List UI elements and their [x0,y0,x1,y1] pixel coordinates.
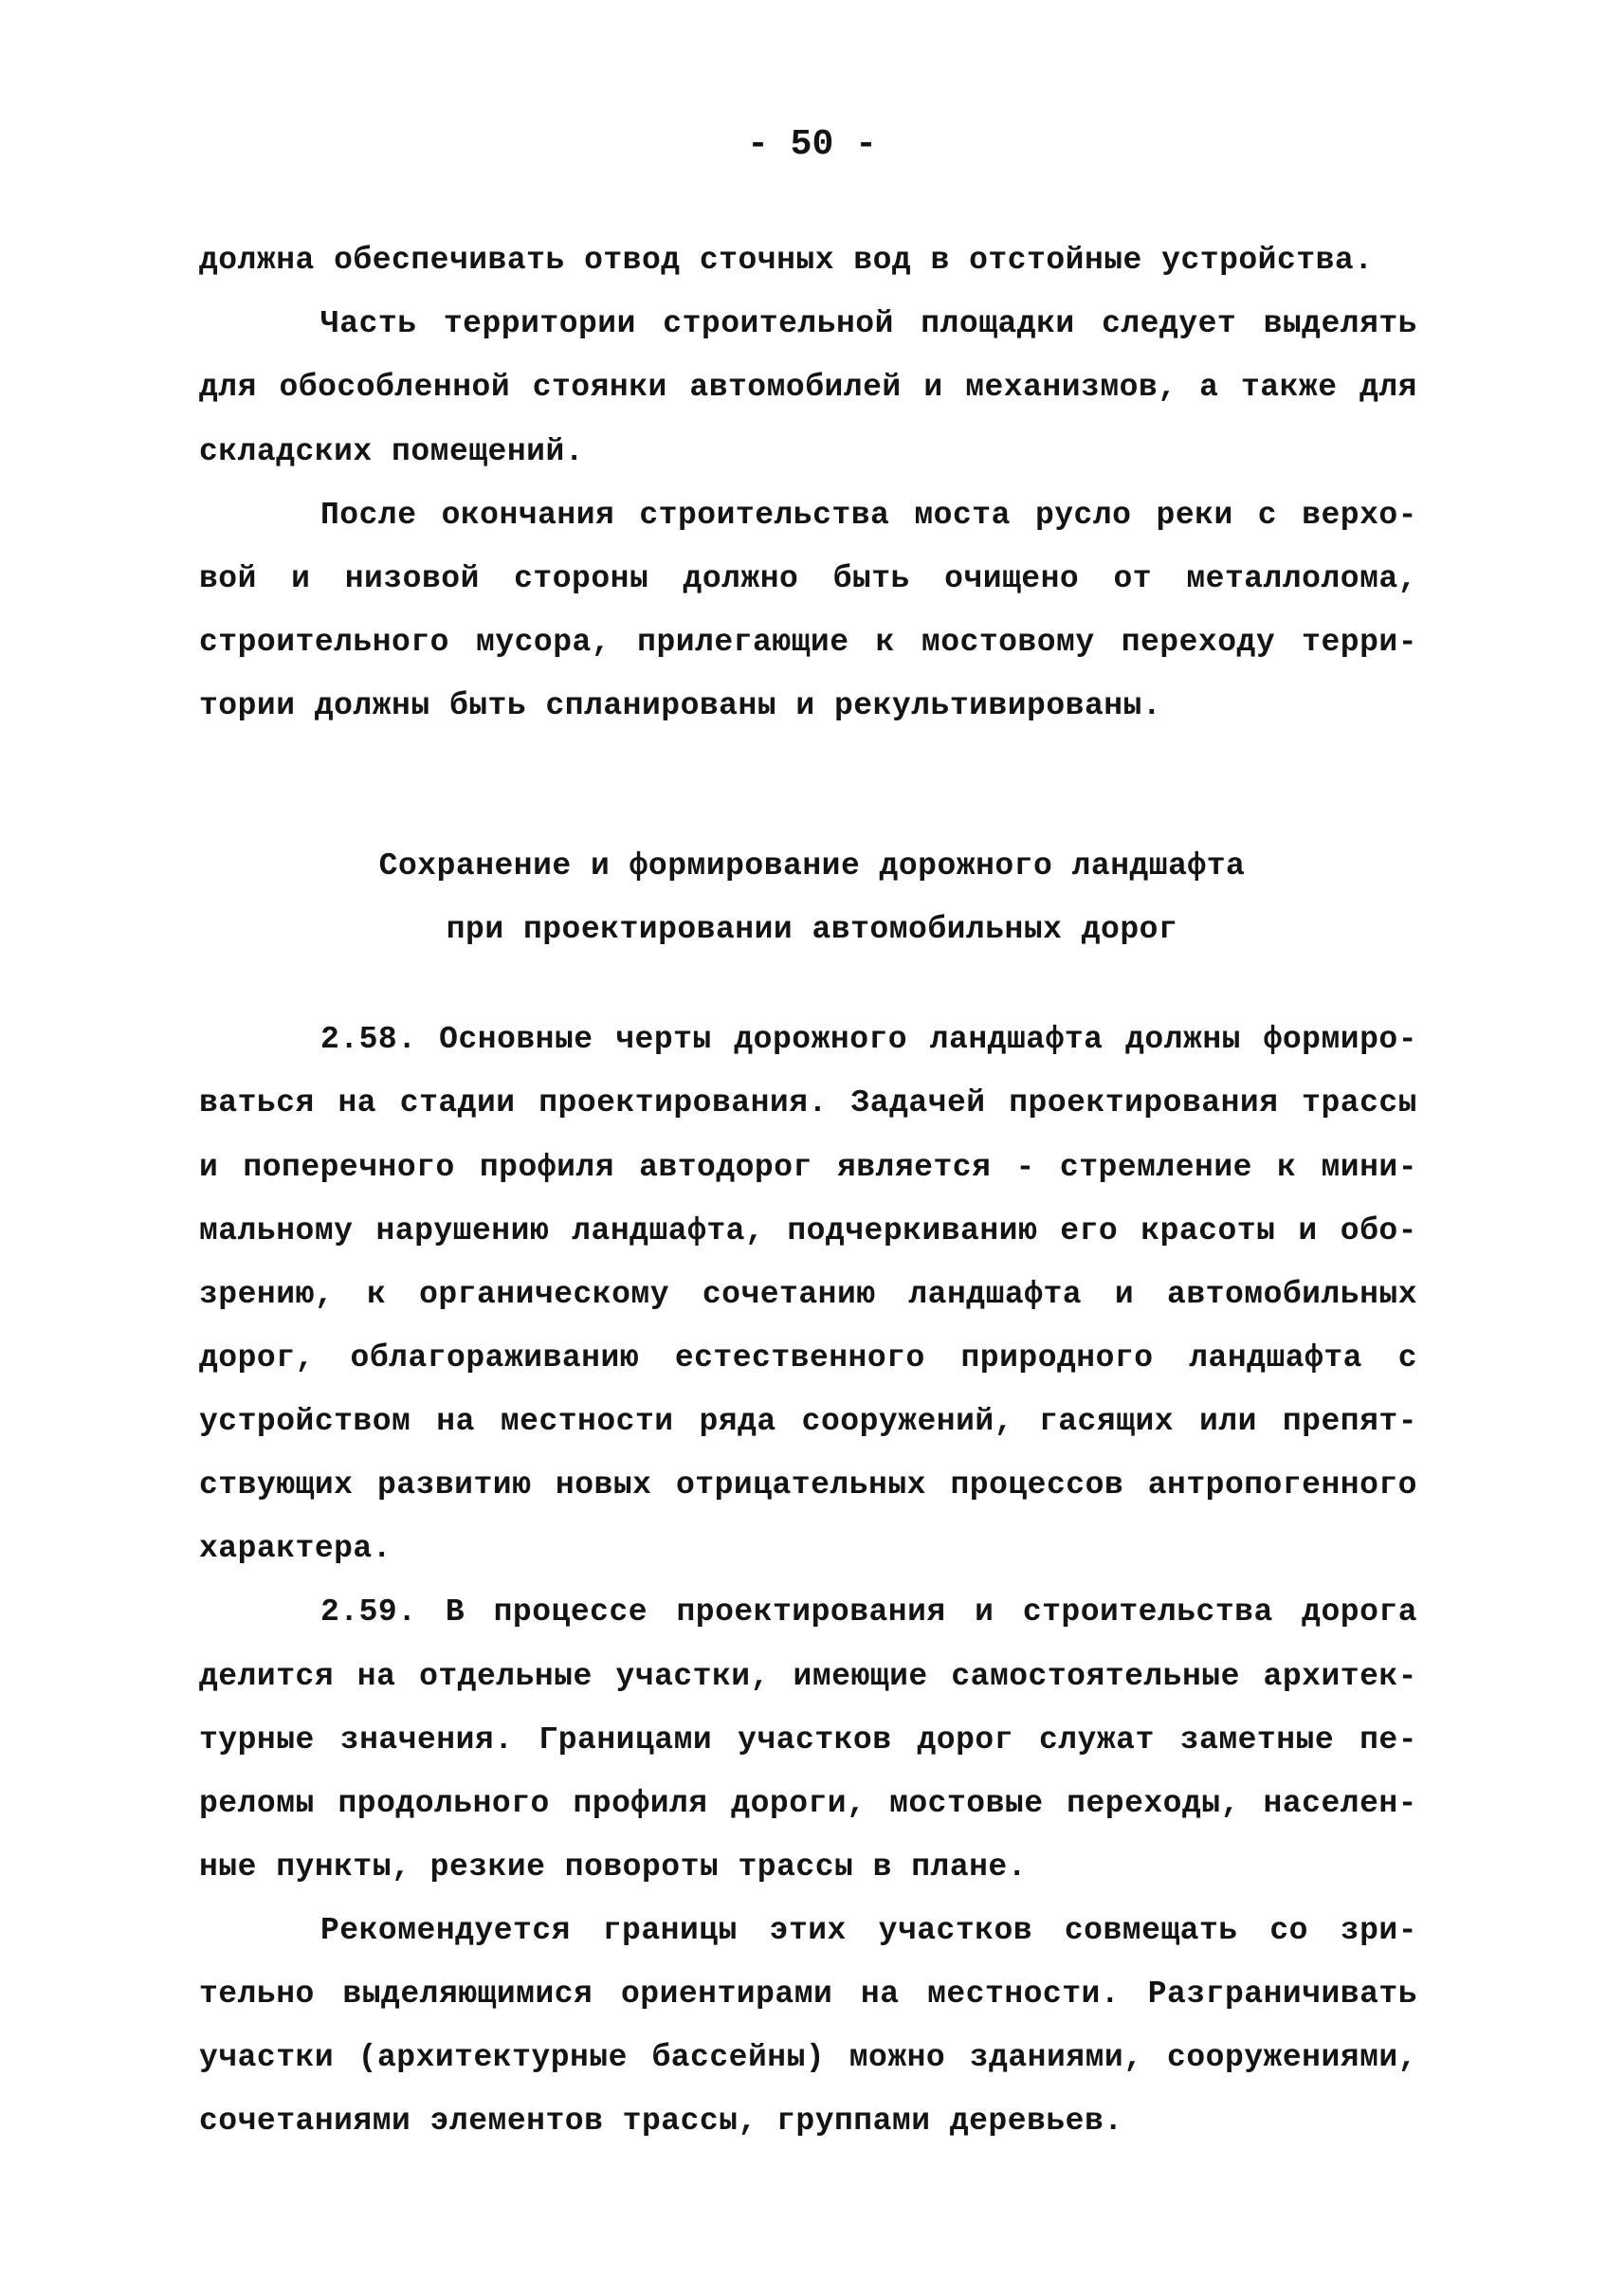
text-line: зрению, к органическому сочетанию ландшафта и автомобильных [199,1277,1417,1312]
text-line: После окончания строительства моста русло реки с верхо- [320,498,1417,533]
text-line: устройством на местности ряда сооружений, гасящих или препят- [199,1404,1417,1439]
text-line: Рекомендуется границы этих участков совмещать со зри- [320,1913,1417,1948]
text-line: и поперечного профиля автодорог является - стремление к мини- [199,1150,1417,1185]
text-line: для обособленной стоянки автомобилей и механизмов, а также для [199,370,1417,405]
text-line: тории должны быть спланированы и рекультивированы. [199,688,1162,723]
text-line: вой и низовой стороны должно быть очищено от металлолома, [199,561,1417,596]
text-line: ствующих развитию новых отрицательных процессов антропогенного [199,1467,1417,1503]
text-line: характера. [199,1531,392,1566]
text-line: Часть территории строительной площадки следует выделять [320,306,1417,341]
text-line: участки (архитектурные бассейны) можно зданиями, сооружениями, [199,2040,1417,2075]
text-line: ные пункты, резкие повороты трассы в плане. [199,1849,1028,1885]
text-line: реломы продольного профиля дороги, мостовые переходы, населен- [199,1786,1417,1821]
text-line: тельно выделяющимися ориентирами на местности. Разграничивать [199,1976,1417,2012]
text-line: турные значения. Границами участков дорог служат заметные пе- [199,1722,1417,1758]
text-line: сочетаниями элементов трассы, группами деревьев. [199,2104,1123,2139]
text-line: ваться на стадии проектирования. Задачей проектирования трассы [199,1085,1417,1120]
text-line: складских помещений. [199,434,585,469]
text-line: должна обеспечивать отвод сточных вод в отстойные устройства. [199,243,1374,278]
text-line: 2.58. Основные черты дорожного ландшафта должны формиро- [320,1022,1417,1057]
page-number: - 50 - [747,124,877,165]
text-line: 2.59. В процессе проектирования и строительства дорога [320,1594,1417,1630]
section-heading-line-2: при проектировании автомобильных дорог [446,912,1178,947]
text-line: делится на отдельные участки, имеющие самостоятельные архитек- [199,1659,1417,1694]
text-line: строительного мусора, прилегающие к мостовому переходу терри- [199,625,1417,660]
text-line: мальному нарушению ландшафта, подчеркиванию его красоты и обо- [199,1213,1417,1248]
section-heading-line-1: Сохранение и формирование дорожного ландшафта [378,848,1246,883]
text-line: дорог, облагораживанию естественного природного ландшафта с [199,1340,1417,1375]
